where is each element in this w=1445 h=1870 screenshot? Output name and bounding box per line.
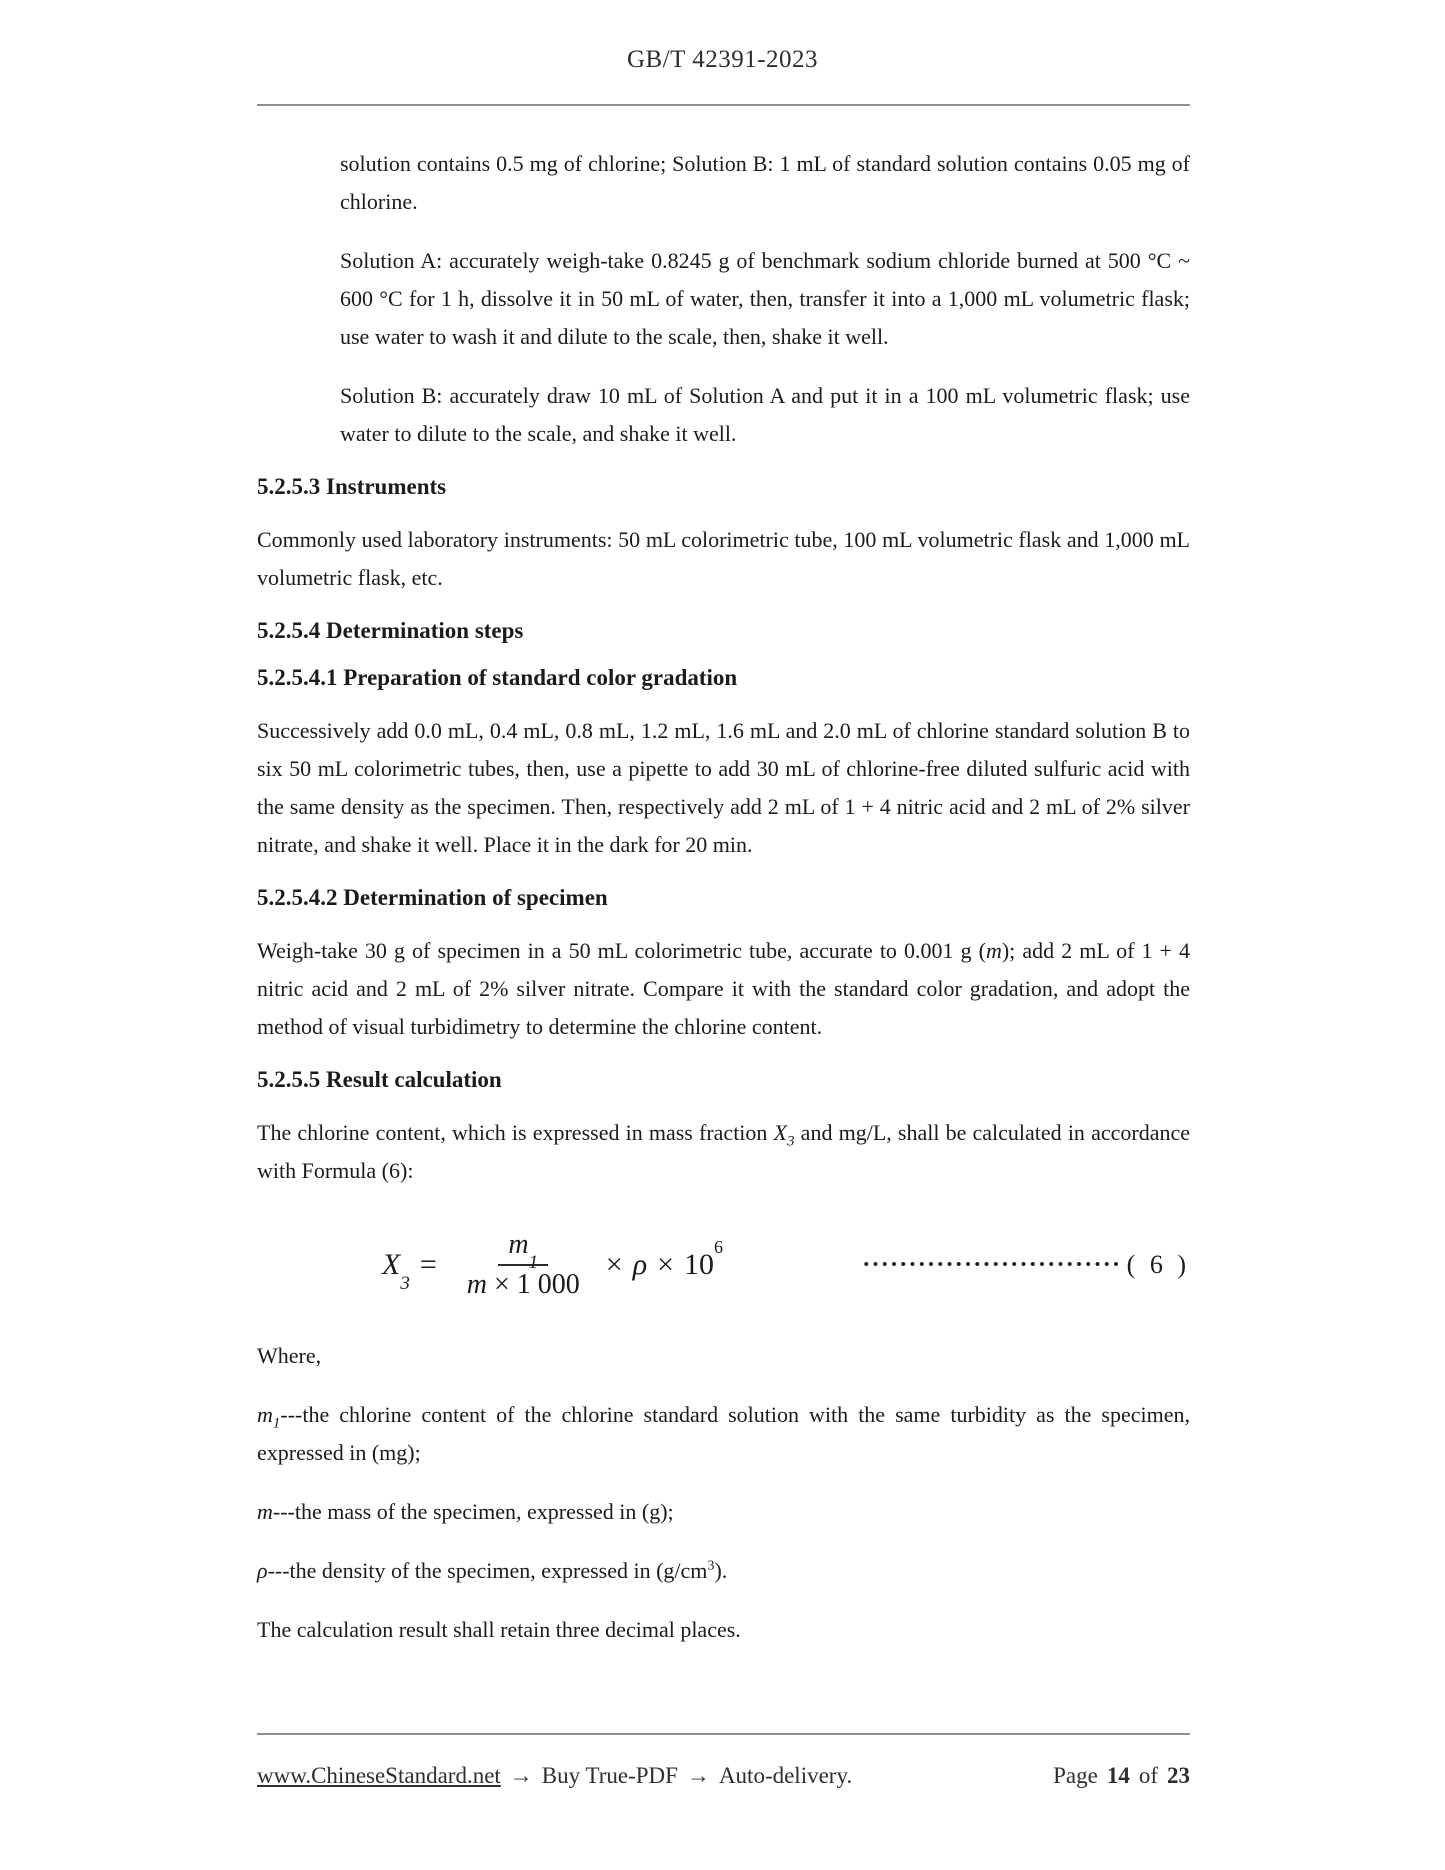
equals-sign: =: [419, 1248, 437, 1281]
heading-instruments: 5.2.5.3 Instruments: [257, 474, 447, 499]
text-segment: The chlorine content, which is expressed in mass fraction: [257, 1120, 774, 1145]
variable-rho: ρ: [632, 1248, 648, 1281]
subscript-3: 3: [400, 1273, 410, 1294]
heading-determination-of-specimen: 5.2.5.4.2 Determination of specimen: [257, 885, 608, 910]
equation-number: ( 6 ): [1126, 1250, 1190, 1279]
document-number-header: GB/T 42391-2023: [626, 46, 819, 73]
times-sign: ×: [605, 1248, 623, 1281]
fraction-numerator: [498, 1229, 548, 1273]
footer-divider: [257, 1733, 1190, 1735]
text-segment: ---the chlorine content of the chlorine standard solution with the same turbidity as the specimen, expressed in (mg);: [257, 1402, 1190, 1465]
para-solution-b: Solution B: accurately draw 10 mL of Solution A and put it in a 100 mL volumetric flask; use water to dilute to the scale, and shake it well.: [340, 383, 1190, 446]
para-solution-a: Solution A: accurately weigh-take 0.8245 g of benchmark sodium chloride burned at 500 °C ~ 600 °C for 1 h, dissolve it in 50 mL of water, then, transfer it into a 1,000 mL volumetric flask; use water to wash it and dilute to the scale, then, shake it well.: [340, 248, 1190, 349]
page-indicator: [1053, 1763, 1190, 1789]
superscript-3: 3: [707, 1558, 715, 1574]
buy-true-pdf-label: Buy True-PDF: [541, 1763, 678, 1788]
para-definition-m: [257, 1493, 1190, 1531]
variable-m: m: [508, 1229, 529, 1260]
variable-x: X: [382, 1248, 401, 1281]
of-word: of: [1138, 1763, 1158, 1788]
variable-rho: ρ: [257, 1558, 268, 1583]
para-solution-contains: solution contains 0.5 mg of chlorine; Solution B: 1 mL of standard solution contains 0.05 mg of chlorine.: [340, 151, 1190, 214]
para-preparation: Successively add 0.0 mL, 0.4 mL, 0.8 mL, 1.2 mL, 1.6 mL and 2.0 mL of chlorine standard solution B to six 50 mL colorimetric tubes, then, use a pipette to add 30 mL of chlorine-free diluted sulfuric acid with the same density as the specimen. Then, respectively add 2 mL of 1 + 4 nitric acid and 2 mL of 2% silver nitrate, and shake it well. Place it in the dark for 20 min.: [257, 718, 1190, 857]
text-segment: Weigh-take 30 g of specimen in a 50 mL colorimetric tube, accurate to 0.001 g (: [257, 938, 986, 963]
total-page-number: 23: [1167, 1763, 1190, 1788]
times-sign: ×: [657, 1248, 675, 1281]
para-definition-m1: [257, 1396, 1190, 1472]
formula-expression: [382, 1229, 723, 1301]
variable-x: X: [773, 1120, 788, 1145]
formula-6: [257, 1211, 1190, 1319]
heading-preparation-standard-color: 5.2.5.4.1 Preparation of standard color gradation: [257, 665, 738, 690]
para-retain-decimals: The calculation result shall retain three decimal places.: [257, 1617, 741, 1642]
variable-m: m: [257, 1499, 273, 1524]
arrow-icon: →: [509, 1763, 533, 1788]
exponent-6: 6: [714, 1237, 724, 1257]
para-instruments: Commonly used laboratory instruments: 50 mL colorimetric tube, 100 mL volumetric flask and 1,000 mL volumetric flask, etc.: [257, 527, 1190, 590]
denominator-constant: × 1 000: [486, 1269, 580, 1300]
power-of-ten: [684, 1237, 724, 1282]
chinesestandard-link[interactable]: www.ChineseStandard.net: [257, 1763, 501, 1788]
fraction: [457, 1229, 590, 1301]
arrow-icon: →: [686, 1763, 710, 1788]
subscript-1: 1: [272, 1415, 281, 1432]
variable-m: m: [985, 938, 1002, 963]
base-10: 10: [684, 1248, 715, 1281]
text-segment: ---the mass of the specimen, expressed in (g);: [272, 1499, 674, 1524]
fraction-denominator: [457, 1266, 590, 1301]
heading-determination-steps: 5.2.5.4 Determination steps: [257, 618, 524, 643]
auto-delivery-label: Auto-delivery.: [718, 1763, 853, 1788]
dotted-leader: ••••••••••••••••••••••••••••: [863, 1256, 1123, 1273]
text-segment: and mg/L, shall be calculated in accordance with Formula (6):: [257, 1120, 1190, 1183]
page-word: Page: [1053, 1763, 1098, 1788]
page-footer: [257, 1763, 1190, 1789]
para-where: Where,: [257, 1343, 322, 1368]
subscript-1: 1: [528, 1251, 539, 1273]
subscript-3: 3: [787, 1133, 795, 1150]
text-segment: ); add 2 mL of 1 + 4 nitric acid and 2 mL of 2% silver nitrate. Compare it with the standard color gradation, and adopt the method of visual turbidimetry to determine the chlorine content.: [257, 938, 1191, 1039]
text-segment: ).: [714, 1558, 728, 1583]
heading-result-calculation: 5.2.5.5 Result calculation: [257, 1067, 502, 1092]
current-page-number: 14: [1106, 1763, 1130, 1788]
formula-leader: [864, 1250, 1190, 1280]
para-result-intro: [257, 1114, 1190, 1190]
variable-m: m: [257, 1402, 273, 1427]
para-determination-of-specimen: [257, 932, 1190, 1046]
para-definition-rho: [257, 1552, 1190, 1590]
formula-lhs: [382, 1248, 410, 1294]
text-segment: ---the density of the specimen, expressed in (g/cm: [267, 1558, 708, 1583]
header-divider: [257, 104, 1190, 106]
page-body: [257, 145, 1190, 1670]
variable-m: m: [466, 1269, 487, 1300]
